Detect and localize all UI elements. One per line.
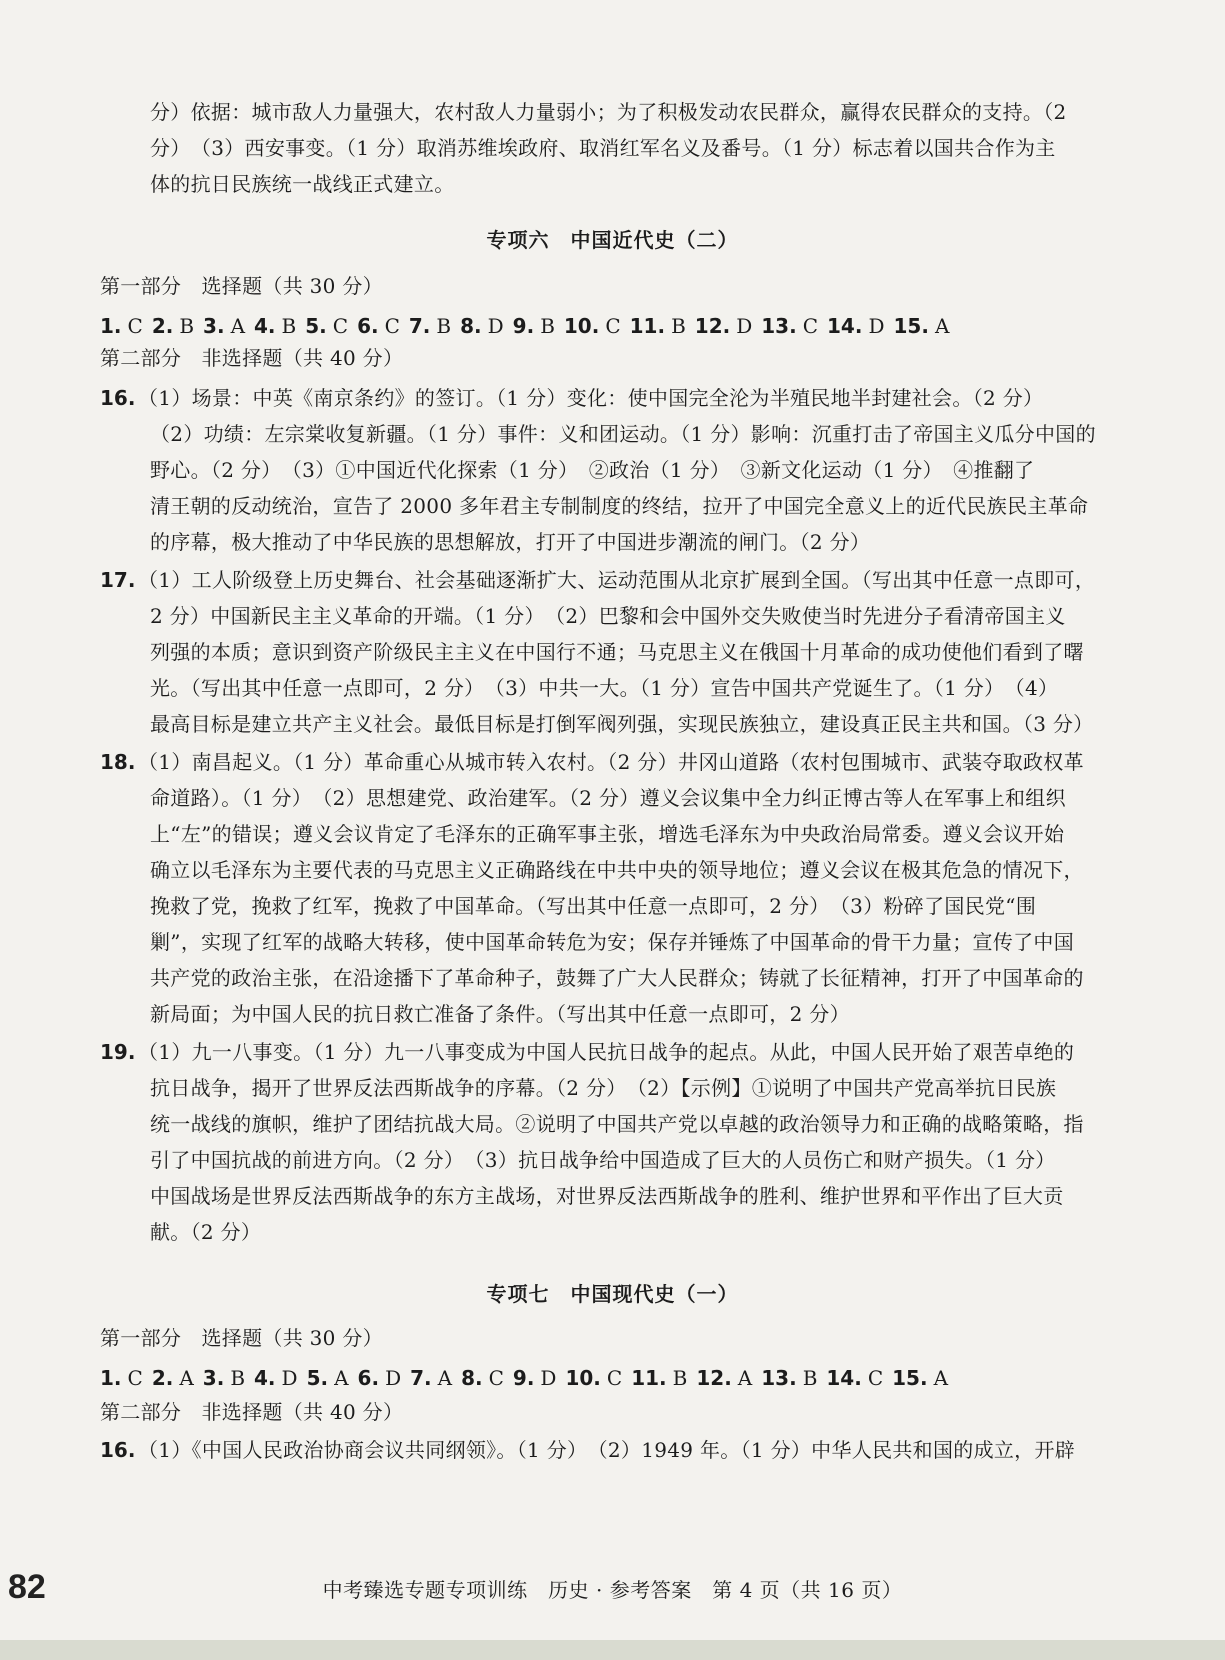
answer-item [254,1364,298,1392]
answer-item [894,312,950,340]
answer-item [513,1364,557,1392]
answer-number: 12. [694,314,731,338]
answer-line: 统一战线的旗帜，维护了团结抗战大局。②说明了中国共产党以卓越的政治领导力和正确的战略策略，指 [150,1112,1084,1136]
answer-number: 7. [408,314,431,338]
answer-line: 2 分）中国新民主主义革命的开端。（1 分） （2）巴黎和会中国外交失败使当时先进分子看清帝国主义 [150,604,1066,628]
answer-line: 中国战场是世界反法西斯战争的东方主战场，对世界反法西斯战争的胜利、维护世界和平作出了巨大贡 [150,1184,1064,1208]
section7-answer-list [100,1364,1110,1392]
section6-answer-list [100,312,1110,340]
answer-line: 共产党的政治主张，在沿途播下了革命种子，鼓舞了广大人民群众；铸就了长征精神，打开了中国革命的 [150,966,1084,990]
answer-line: 上“左”的错误；遵义会议肯定了毛泽东的正确军事主张，增选毛泽东为中央政治局常委。遵义会议开始 [150,822,1065,846]
answer-letter: D [487,314,504,338]
answer-item [564,312,621,340]
answer-letter: D [540,1366,557,1390]
answer-letter: A [230,314,246,338]
answer-item [761,1364,817,1392]
answer-number: 2. [151,314,174,338]
answer-line: （1）场景：中英《南京条约》的签订。（1 分）变化：使中国完全沦为半殖民地半封建社会。（2 分） [138,386,1044,410]
answer-number: 6. [357,1366,380,1390]
answer-number: 3. [202,1366,225,1390]
answer-letter: A [934,314,950,338]
answer-letter: B [436,314,452,338]
intro-line: 体的抗日民族统一战线正式建立。 [150,172,455,196]
answer-line: 确立以毛泽东为主要代表的马克思主义正确路线在中共中央的领导地位；遵义会议在极其危急的情况下， [150,858,1084,882]
answer-letter: C [488,1366,504,1390]
answer-item [358,1364,402,1392]
answer-number: 11. [629,314,666,338]
answer-line: 清王朝的反动统治，宣告了 2000 多年君主专制制度的终结，拉开了中国完全意义上的近代民族民主革命 [150,494,1089,518]
answer-item [152,312,194,340]
answer-number: 1. [100,1366,122,1390]
answer-letter: C [802,314,819,338]
answer-number: 14. [827,314,863,338]
answer-line: 命道路）。（1 分） （2）思想建党、政治建军。（2 分）遵义会议集中全力纠正博古等人在军事上和组织 [150,786,1066,810]
answer-line: 野心。（2 分） （3）①中国近代化探索（1 分） ②政治（1 分） ③新文化运动（1 分） ④推翻了 [150,458,1035,482]
section6-title: 专项六 中国近代史（二） [486,228,739,252]
page-footer: 中考臻选专题专项训练 历史 · 参考答案 第 4 页（共 16 页） [322,1578,903,1602]
answer-number: 5. [306,1366,329,1390]
answer-line: 的序幕，极大推动了中华民族的思想解放，打开了中国进步潮流的闸门。（2 分） [150,530,871,554]
answer-number: 4. [254,314,276,338]
answer-letter: B [802,1366,818,1390]
page-number: 82 [8,1568,46,1606]
answer-number: 13. [761,314,797,338]
answer-number: 8. [460,314,482,338]
answer-item [254,312,296,340]
answer-letter: D [736,314,753,338]
answer-item [892,1364,948,1392]
intro-line: 分） （3）西安事变。（1 分）取消苏维埃政府、取消红军名义及番号。（1 分）标志着以国共合作为主 [150,136,1056,160]
answer-letter: B [230,1366,246,1390]
answer-number: 13. [761,1366,797,1390]
answer-item [203,312,245,340]
answer-letter: D [868,314,885,338]
answer-number: 11. [631,1366,667,1390]
answer-item [307,1364,349,1392]
answer-item [305,312,348,340]
answer-number: 14. [826,1366,862,1390]
answer-line: （1）九一八事变。（1 分）九一八事变成为中国人民抗日战争的起点。从此，中国人民开始了艰苦卓绝的 [138,1040,1075,1064]
answer-number: 1. [100,314,122,338]
answer-number: 7. [410,1366,432,1390]
section7-part2-label: 第二部分 非选择题（共 40 分） [100,1400,404,1424]
question-number: 17. [100,568,136,592]
answer-letter: A [334,1366,349,1390]
intro-line: 分）依据：城市敌人力量强大，农村敌人力量弱小；为了积极发动农民群众，赢得农民群众的支持。（2 [150,100,1067,124]
answer-letter: C [127,314,143,338]
answer-letter: A [437,1366,453,1390]
answer-line: 光。（写出其中任意一点即可，2 分） （3）中共一大。（1 分）宣告中国共产党诞生了。（1 分） （4） [150,676,1059,700]
answer-number: 10. [563,314,600,338]
answer-letter: D [281,1366,298,1390]
answer-letter: A [933,1366,949,1390]
section6-part1-label: 第一部分 选择题（共 30 分） [100,274,383,298]
answer-letter: C [606,1366,623,1390]
answer-letter: C [867,1366,884,1390]
answer-item [100,312,143,340]
question-number: 18. [100,750,136,774]
answer-number: 12. [696,1366,732,1390]
answer-item [152,1364,194,1392]
answer-line: 抗日战争，揭开了世界反法西斯战争的序幕。（2 分） （2）【示例】①说明了中国共产党高举抗日民族 [150,1076,1057,1100]
section6-part2-label: 第二部分 非选择题（共 40 分） [100,346,404,370]
answer-letter: A [179,1366,194,1390]
answer-number: 9. [512,1366,535,1390]
scan-edge [0,1640,1225,1660]
answer-line: （1）南昌起义。（1 分）革命重心从城市转入农村。（2 分）井冈山道路（农村包围城市、武装夺取政权革 [138,750,1084,774]
answer-letter: B [281,314,297,338]
answer-number: 3. [203,314,225,338]
answer-line: 剿”，实现了红军的战略大转移，使中国革命转危为安；保存并锤炼了中国革命的骨干力量；宣传了中国 [150,930,1075,954]
answer-letter: B [672,1366,688,1390]
answer-letter: A [737,1366,753,1390]
answer-line: 献。（2 分） [150,1220,262,1244]
answer-letter: C [384,314,400,338]
answer-number: 4. [254,1366,276,1390]
answer-item [826,1364,883,1392]
answer-item [357,312,400,340]
answer-number: 8. [461,1366,483,1390]
question-number: 16. [100,1438,136,1462]
answer-item [695,312,752,340]
answer-item [761,312,818,340]
answer-letter: D [385,1366,402,1390]
answer-item [461,1364,504,1392]
answer-item [631,1364,687,1392]
answer-letter: B [671,314,686,338]
answer-number: 6. [357,314,379,338]
answer-line: 新局面；为中国人民的抗日救亡准备了条件。（写出其中任意一点即可，2 分） [150,1002,850,1026]
answer-line: （1）《中国人民政治协商会议共同纲领》。（1 分） （2）1949 年。（1 分）中华人民共和国的成立，开辟 [138,1438,1076,1462]
answer-item [630,312,686,340]
answer-line: （2）功绩：左宗棠收复新疆。（1 分）事件：义和团运动。（1 分）影响：沉重打击了帝国主义瓜分中国的 [150,422,1096,446]
answer-number: 15. [893,314,929,338]
answer-line: 引了中国抗战的前进方向。（2 分） （3）抗日战争给中国造成了巨大的人员伤亡和财产损失。（1 分） [150,1148,1056,1172]
answer-letter: C [605,314,621,338]
answer-line: 最高目标是建立共产主义社会。最低目标是打倒军阀列强，实现民族独立，建设真正民主共和国。（3 分） [150,712,1094,736]
answer-item [203,1364,245,1392]
answer-number: 10. [565,1366,601,1390]
answer-item [696,1364,752,1392]
answer-item [827,312,884,340]
answer-item [565,1364,622,1392]
answer-letter: C [127,1366,143,1390]
answer-item [410,1364,452,1392]
answer-line: 列强的本质；意识到资产阶级民主主义在中国行不通；马克思主义在俄国十月革命的成功使他们看到了曙 [150,640,1084,664]
section7-part1-label: 第一部分 选择题（共 30 分） [100,1326,383,1350]
answer-line: （1）工人阶级登上历史舞台、社会基础逐渐扩大、运动范围从北京扩展到全国。（写出其中任意一点即可， [138,568,1096,592]
answer-item [513,312,555,340]
answer-letter: B [540,314,555,338]
answer-number: 2. [151,1366,174,1390]
answer-number: 15. [892,1366,928,1390]
question-number: 16. [100,386,136,410]
answer-number: 9. [512,314,535,338]
answer-line: 挽救了党，挽救了红军，挽救了中国革命。（写出其中任意一点即可，2 分） （3）粉碎了国民党“围 [150,894,1037,918]
answer-item [409,312,451,340]
answer-letter: C [332,314,349,338]
answer-item [100,1364,143,1392]
question-number: 19. [100,1040,136,1064]
answer-letter: B [179,314,195,338]
answer-item [460,312,504,340]
answer-number: 5. [305,314,327,338]
section7-title: 专项七 中国现代史（一） [486,1282,739,1306]
